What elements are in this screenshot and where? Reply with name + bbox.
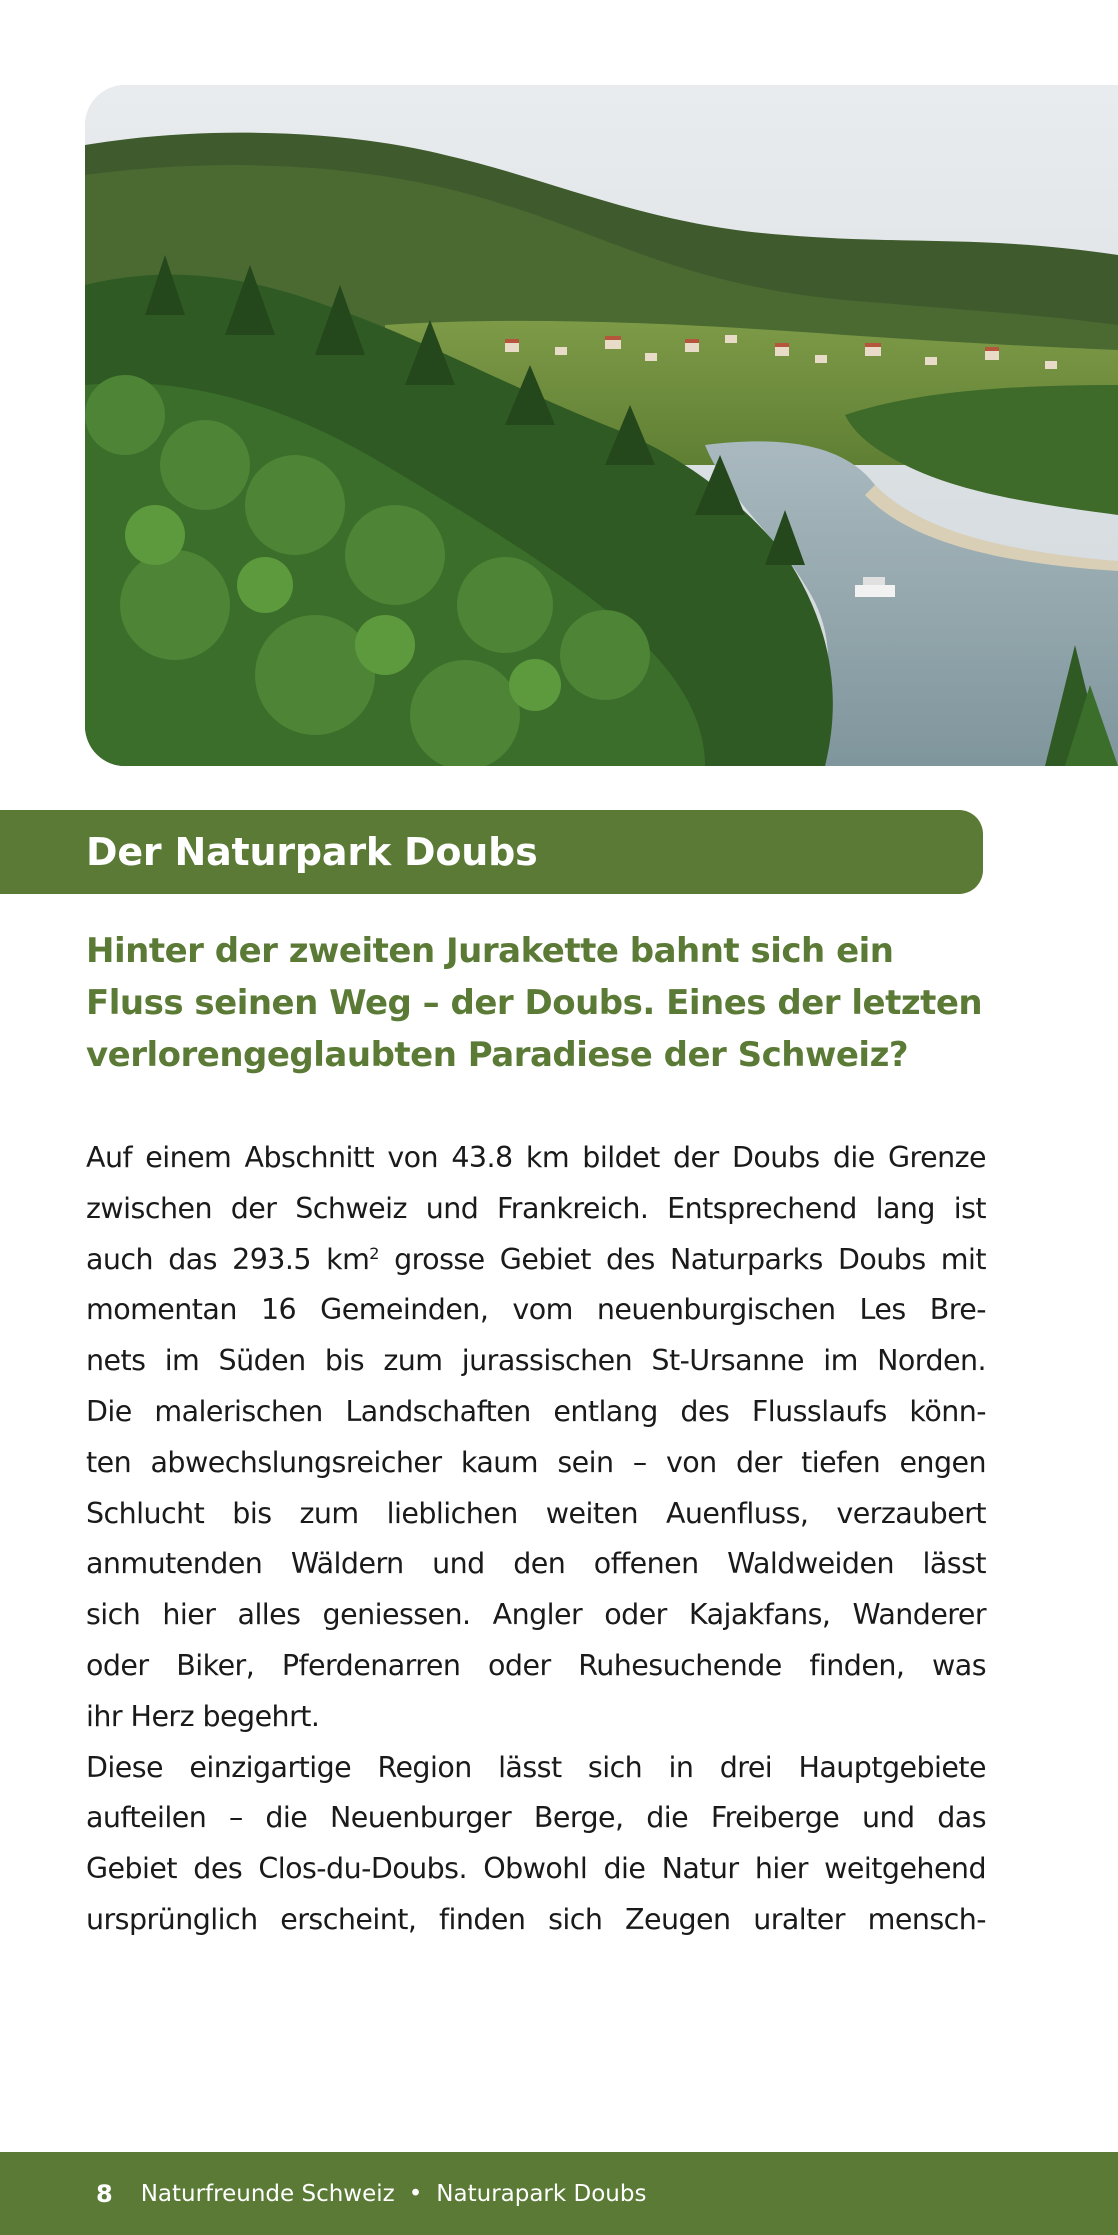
body-line: ten abwechslungsreicher kaum sein – von der tiefen engen (86, 1445, 986, 1479)
area-superscript: 2 (369, 1243, 379, 1263)
page-title: Der Naturpark Doubs (86, 830, 538, 874)
body-line: momentan 16 Gemeinden, vom neuenburgischen Les Bre- (86, 1293, 986, 1327)
lead-line: verlorengeglaubten Paradiese der Schweiz? (86, 1035, 909, 1075)
section-title-band (0, 810, 983, 894)
page-number: 8 (96, 2179, 113, 2208)
body-line: nets im Süden bis zum jurassischen St-Ursanne im Norden. (86, 1344, 986, 1378)
footer-separator: • (408, 2180, 423, 2207)
lead-line: Hinter der zweiten Jurakette bahnt sich ein (86, 931, 894, 971)
body-paragraph (86, 1133, 986, 1946)
page-footer (0, 2152, 1118, 2235)
body-line-area (86, 1235, 986, 1286)
body-line: Schlucht bis zum lieblichen weiten Auenfluss, verzaubert (86, 1496, 986, 1530)
body-line: Diese einzigartige Region lässt sich in drei Hauptgebiete (86, 1750, 986, 1784)
body-line: Auf einem Abschnitt von 43.8 km bildet der Doubs die Grenze (86, 1141, 986, 1174)
body-line: ursprünglich erscheint, finden sich Zeugen uralter mensch- (86, 1902, 986, 1936)
river-landscape-image (85, 85, 1118, 766)
body-line: sich hier alles geniessen. Angler oder Kajakfans, Wanderer (86, 1598, 986, 1632)
body-line: oder Biker, Pferdenarren oder Ruhesuchende finden, was (86, 1648, 986, 1682)
lead-paragraph (86, 925, 1006, 1081)
footer-section: Naturapark Doubs (436, 2180, 647, 2207)
body-line: Die malerischen Landschaften entlang des Flusslaufs könn- (86, 1394, 986, 1428)
body-line: ihr Herz begehrt. (86, 1699, 320, 1733)
area-text-after: grosse Gebiet des Naturparks Doubs mit (378, 1242, 986, 1276)
body-line: anmutenden Wäldern und den offenen Waldweiden lässt (86, 1547, 986, 1581)
hero-photo (85, 85, 1118, 766)
footer-publisher: Naturfreunde Schweiz (140, 2180, 395, 2207)
body-line: aufteilen – die Neuenburger Berge, die Freiberge und das (86, 1801, 986, 1835)
body-line: Gebiet des Clos-du-Doubs. Obwohl die Natur hier weitgehend (86, 1852, 986, 1886)
area-text-before: auch das 293.5 km (86, 1242, 370, 1276)
body-line: zwischen der Schweiz und Frankreich. Entsprechend lang ist (86, 1191, 986, 1225)
lead-line: Fluss seinen Weg – der Doubs. Eines der letzten (86, 983, 983, 1023)
